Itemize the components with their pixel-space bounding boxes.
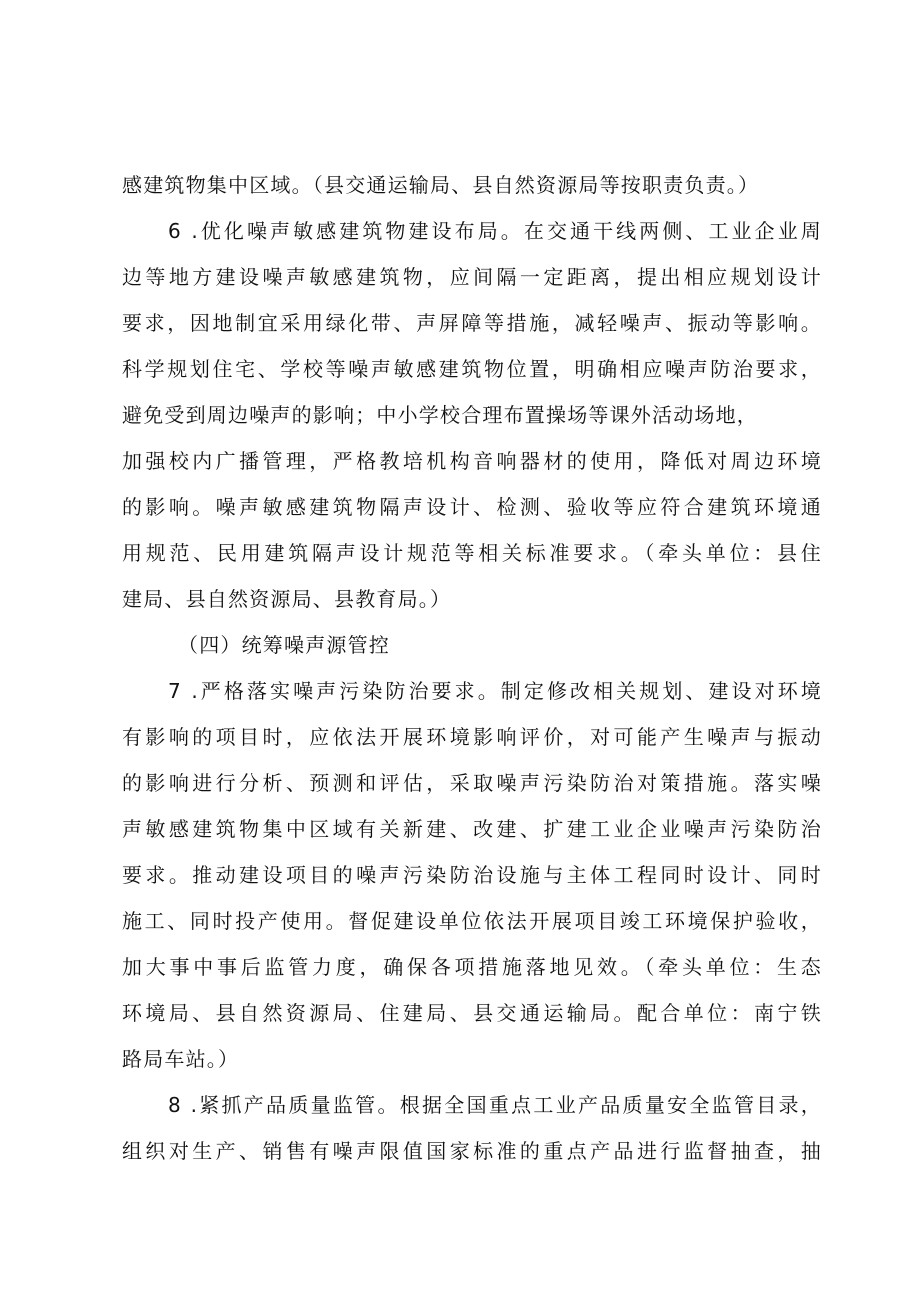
text-line-19: 环境局、县自然资源局、住建局、县交通运输局。配合单位：南宁铁	[122, 1001, 822, 1025]
text-line-7: 加强校内广播管理，严格教培机构音响器材的使用，降低对周边环境	[122, 449, 822, 473]
text-line-5: 科学规划住宅、学校等噪声敏感建筑物位置，明确相应噪声防治要求，	[122, 357, 822, 381]
text-line-3: 边等地方建设噪声敏感建筑物，应间隔一定距离，提出相应规划设计	[122, 265, 822, 289]
text-line-4: 要求，因地制宜采用绿化带、声屏障等措施，减轻噪声、振动等影响。	[122, 311, 822, 335]
text-line-14: 的影响进行分析、预测和评估，采取噪声污染防治对策措施。落实噪	[122, 771, 822, 795]
text-line-10: 建局、县自然资源局、县教育局。）	[122, 587, 452, 611]
text-line-22: 组织对生产、销售有噪声限值国家标准的重点产品进行监督抽查，抽	[122, 1139, 822, 1163]
text-line-8: 的影响。噪声敏感建筑物隔声设计、检测、验收等应符合建筑环境通	[122, 495, 822, 519]
text-line-16: 要求。推动建设项目的噪声污染防治设施与主体工程同时设计、同时	[122, 863, 822, 887]
section-four-heading: （四）统筹噪声源管控	[178, 633, 390, 657]
text-line-18: 加大事中事后监管力度，确保各项措施落地见效。（牵头单位：生态	[122, 955, 822, 979]
text-line-20: 路局车站。）	[122, 1047, 240, 1071]
text-line-1: 感建筑物集中区域。（县交通运输局、县自然资源局等按职责负责。）	[122, 173, 760, 197]
text-line-9: 用规范、民用建筑隔声设计规范等相关标准要求。（牵头单位：县住	[122, 541, 822, 565]
item-7-heading-line: 7 .严格落实噪声污染防治要求。制定修改相关规划、建设对环境	[168, 679, 822, 703]
text-line-17: 施工、同时投产使用。督促建设单位依法开展项目竣工环境保护验收，	[122, 909, 822, 933]
text-line-13: 有影响的项目时，应依法开展环境影响评价，对可能产生噪声与振动	[122, 725, 822, 749]
text-line-15: 声敏感建筑物集中区域有关新建、改建、扩建工业企业噪声污染防治	[122, 817, 822, 841]
item-8-heading-line: 8 .紧抓产品质量监管。根据全国重点工业产品质量安全监管目录，	[168, 1093, 822, 1117]
text-line-6: 避免受到周边噪声的影响；中小学校合理布置操场等课外活动场地，	[122, 403, 758, 427]
item-6-heading-line: 6 .优化噪声敏感建筑物建设布局。在交通干线两侧、工业企业周	[168, 219, 822, 243]
